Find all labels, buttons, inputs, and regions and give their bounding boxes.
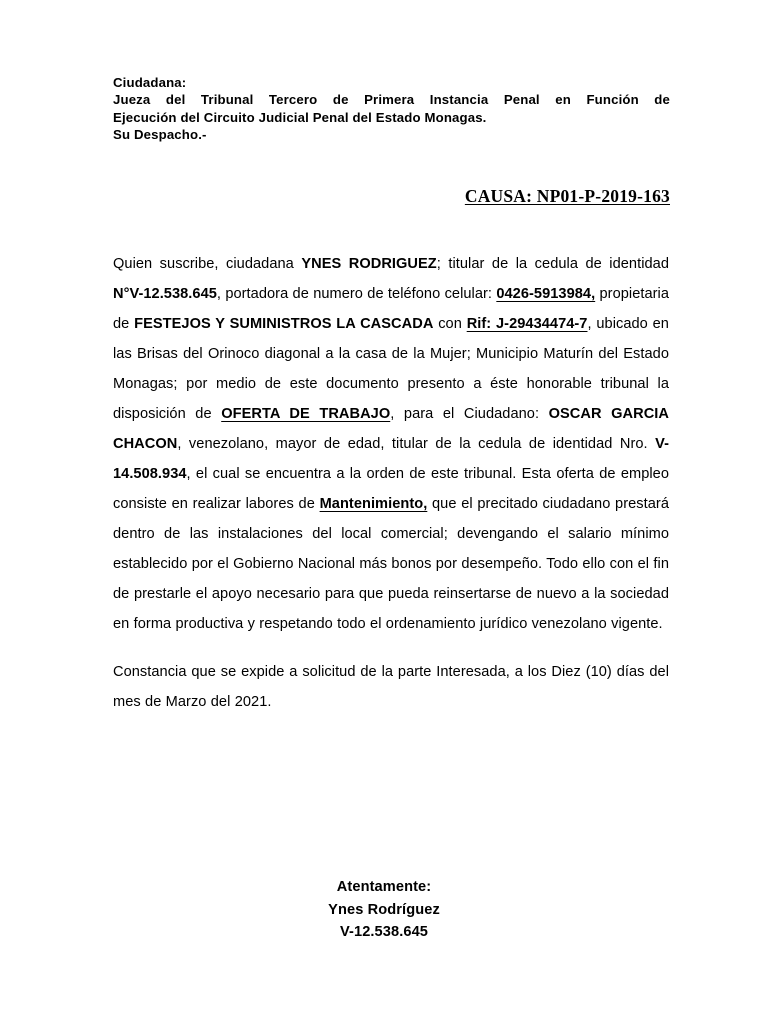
p1-seg-8: , venezolano, mayor de edad, titular de la cedula de identidad Nro. (177, 436, 656, 452)
addressee-closing: Su Despacho.- (113, 127, 207, 143)
signature-name: Ynes Rodríguez (328, 901, 440, 918)
signer-name: YNES RODRIGUEZ (301, 256, 437, 272)
addressee-line-2: Ejecución del Circuito Judicial Penal del Estado Monagas. (113, 109, 487, 125)
p1-seg-2: ; titular de la cedula de identidad (436, 256, 669, 272)
company-rif: Rif: J-29434474-7 (466, 316, 588, 332)
signature-id-number: V-12.538.645 (339, 924, 429, 941)
p1-seg-7: , para el Ciudadano: (390, 406, 549, 422)
p1-seg-10: que el precitado ciudadano prestará dentro de las instalaciones del local comercial; devengando el salario mínimo establecido por el Gobierno Nacional más bonos por desempeño. Todo ello con el fin de prestarle el apoyo necesario para que pueda reinsertarse de nuevo a la sociedad en forma productiva y respetando todo el ordenamiento jurídico venezolano vigente. (113, 496, 669, 632)
p1-seg-9: , el cual se encuentra a la orden de este tribunal. Esta oferta de empleo consiste en realizar labores de (113, 466, 669, 512)
company-name: FESTEJOS Y SUMINISTROS LA CASCADA (134, 316, 434, 332)
offer-title: OFERTA DE TRABAJO (221, 406, 391, 422)
p1-seg-4: propietaria de (113, 286, 670, 332)
case-number-text: CAUSA: NP01-P-2019-163 (464, 186, 670, 206)
beneficiary-id-number: V-14.508.934 (113, 436, 669, 482)
body-paragraph-1 (113, 249, 669, 639)
signer-id-number: N°V-12.538.645 (113, 286, 217, 302)
addressee-block (113, 74, 670, 144)
p1-seg-6: , ubicado en las Brisas del Orinoco diagonal a la casa de la Mujer; Municipio Maturín del Estado Monagas; por medio de este documento presento a éste honorable tribunal la disposición de (113, 316, 669, 422)
addressee-line-1: Jueza del Tribunal Tercero de Primera Instancia Penal en Función de (113, 92, 670, 108)
p1-seg-3: , portadora de numero de teléfono celular: (216, 286, 497, 302)
signature-closing: Atentamente: (336, 879, 432, 895)
p1-seg-1: Quien suscribe, ciudadana (113, 256, 302, 272)
document-body (113, 249, 669, 717)
addressee-salutation: Ciudadana: (113, 75, 187, 90)
body-paragraph-2: Constancia que se expide a solicitud de la parte Interesada, a los Diez (10) días del mes de Marzo del 2021. (113, 664, 669, 710)
signer-phone-number: 0426-5913984, (496, 286, 596, 302)
signature-block (0, 876, 768, 944)
p1-seg-5: con (433, 316, 467, 332)
beneficiary-name: OSCAR GARCIA CHACON (113, 406, 669, 452)
job-role: Mantenimiento, (319, 496, 428, 512)
case-number (113, 186, 670, 207)
